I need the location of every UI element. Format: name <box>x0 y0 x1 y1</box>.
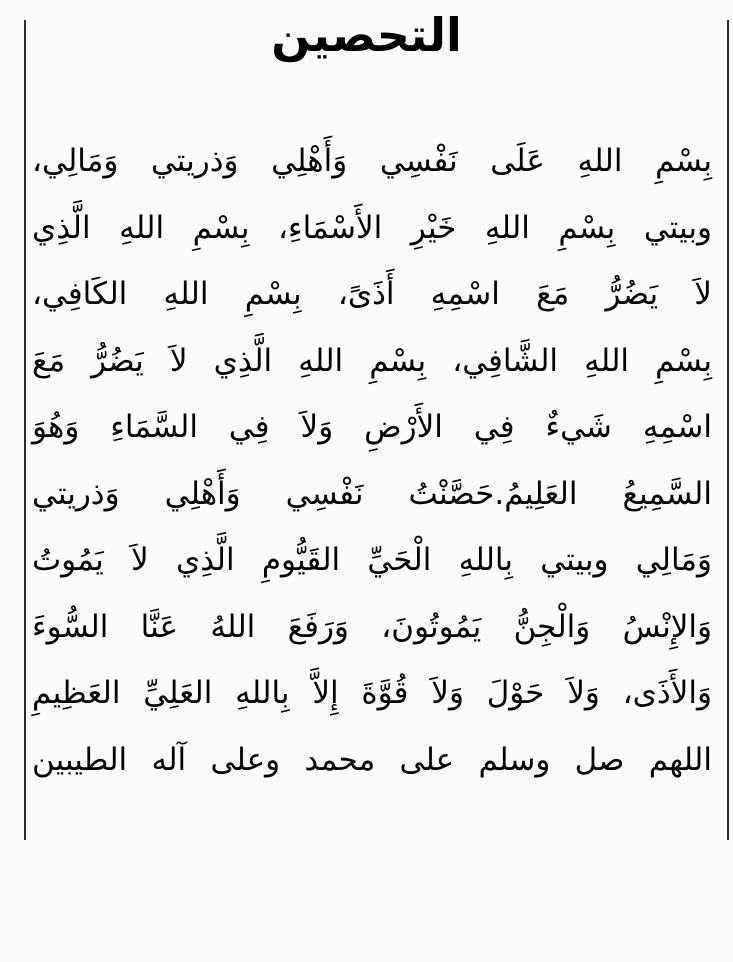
text-line-8: وَالإِنْسُ وَالْجِنُّ يَمُوتُونَ، وَرَفَعَ اللهُ عَنَّا السُّوءَ <box>32 608 712 645</box>
text-line-4: بِسْمِ اللهِ الشَّافِي، بِسْمِ اللهِ الَّذِي لاَ يَضُرُّ مَعَ <box>32 342 712 379</box>
right-border-line <box>727 20 729 840</box>
text-line-7: وَمَالِي وبيتي بِاللهِ الْحَيِّ القَيُّومِ الَّذِي لاَ يَمُوتُ <box>32 542 712 578</box>
text-line-1: بِسْمِ اللهِ عَلَى نَفْسِي وَأَهْلِي وَذريتي وَمَالِي، <box>32 143 712 179</box>
text-line-9: وَالأَذَى، وَلاَ حَوْلَ وَلاَ قُوَّةَ إِلاَّ بِاللهِ العَلِيِّ العَظِيمِ <box>32 675 712 711</box>
text-line-3: لاَ يَضُرُّ مَعَ اسْمِهِ أَذَىً، بِسْمِ اللهِ الكَافِي، <box>32 276 712 312</box>
page-title: التحصين <box>271 8 462 62</box>
text-line-10: اللهم صل وسلم على محمد وعلى آله الطيبين <box>32 741 712 778</box>
prayer-text <box>32 128 712 793</box>
text-line-5: اسْمِهِ شَيءٌ فِي الأَرْضِ وَلاَ فِي السَّمَاءِ وَهُوَ <box>32 409 712 445</box>
left-border-line <box>24 20 26 840</box>
text-line-2: وبيتي بِسْمِ اللهِ خَيْرِ الأَسْمَاءِ، بِسْمِ اللهِ الَّذِي <box>32 209 712 246</box>
text-line-6: السَّمِيعُ العَلِيمُ.حَصَّنْتُ نَفْسِي وَأَهْلِي وَذريتي <box>32 475 712 512</box>
